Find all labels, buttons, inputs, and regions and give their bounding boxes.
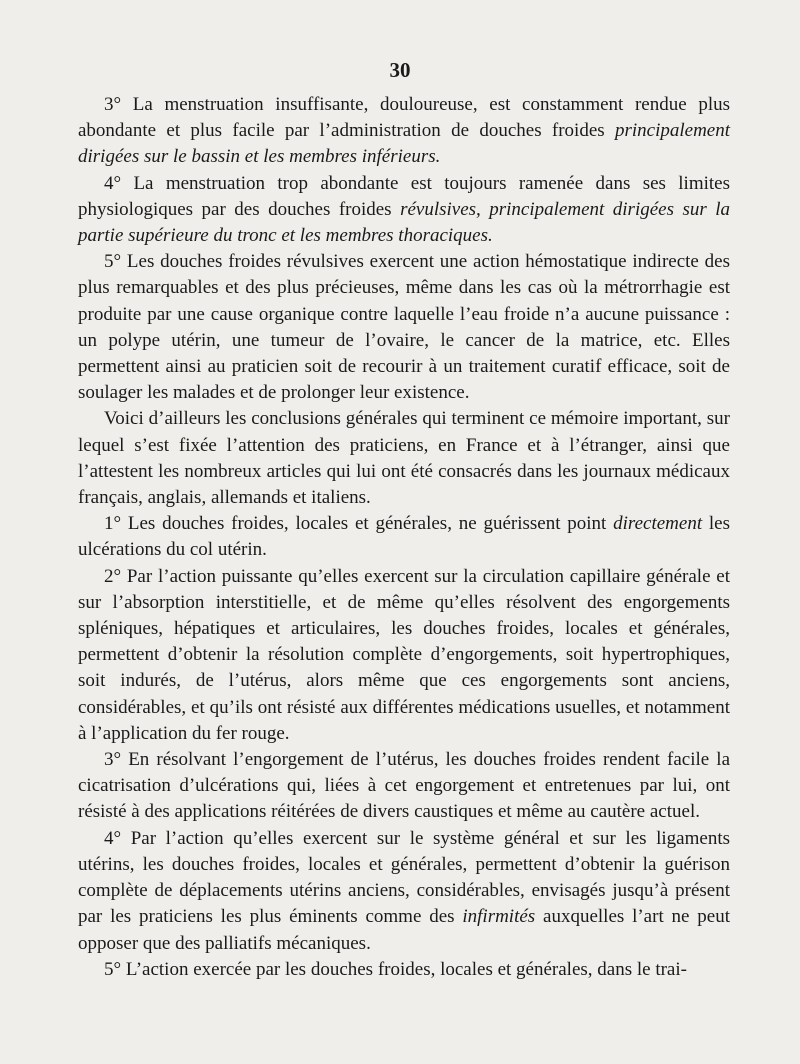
text-segment: 4° Par l’action qu’elles exercent sur le système général et sur les ligaments utérins, les douches froides, locales et générales, permettent d’obtenir la guérison complète de déplacements utérins anciens, considérables, envisagés jusqu’à présent par les praticiens les plus éminents comme des — [78, 827, 730, 928]
text-segment: 3° En résolvant l’engorgement de l’utérus, les douches froides rendent facile la cicatrisation d’ulcérations qui, liées à cet engorgement et entretenues par lui, ont résisté à des applications réitérées de divers caustiques et même au cautère actuel. — [78, 749, 730, 823]
paragraph-conclusion-4 — [78, 826, 730, 957]
text-segment: 1° Les douches froides, locales et générales, ne guérissent point — [104, 513, 614, 535]
paragraph-conclusion-2 — [78, 564, 730, 747]
paragraph-menstruation-abondante — [78, 171, 730, 250]
paragraph-conclusions-intro — [78, 406, 730, 511]
paragraph-conclusion-5 — [78, 957, 730, 983]
text-segment: 3° La menstruation insuffisante, douloureuse, est constamment rendue plus abondante et plus facile par l’administration de douches froides — [78, 94, 730, 142]
text-segment: auxquelles l’art ne peut opposer que des palliatifs mécaniques. — [78, 906, 730, 954]
paragraph-douches-revulsives — [78, 249, 730, 406]
text-segment: les ulcérations du col utérin. — [78, 513, 730, 561]
text-segment: 4° La menstruation trop abondante est toujours ramenée dans ses limites physiologiques par des douches froides — [78, 172, 730, 220]
paragraph-conclusion-3 — [78, 747, 730, 826]
text-segment: 5° L’action exercée par les douches froides, locales et générales, dans le trai- — [104, 958, 687, 980]
italic-segment: principalement dirigées sur le bassin et les membres inférieurs. — [78, 120, 730, 168]
text-segment: 2° Par l’action puissante qu’elles exercent sur la circulation capillaire générale et sur l’absorption interstitielle, et de même qu’elles résolvent des engorgements spléniques, hépatiques et articulaires, les douches froides, locales et générales, permettent d’obtenir la résolution complète d’engorgements, soit hypertrophiques, soit indurés, de l’utérus, alors même que ces engorgements sont anciens, considérables, et qu’ils ont résisté aux différentes médications usuelles, et notamment à l’application du fer rouge. — [78, 565, 730, 744]
paragraph-conclusion-1 — [78, 511, 730, 563]
page-number: 30 — [389, 58, 411, 82]
page-body-text — [78, 92, 730, 983]
text-segment: Voici d’ailleurs les conclusions générales qui terminent ce mémoire important, sur lequel s’est fixée l’attention des praticiens, en France et à l’étranger, ainsi que l’attestent les nombreux articles qui lui ont été consacrés dans les journaux médicaux français, anglais, allemands et italiens. — [78, 408, 730, 509]
text-segment: 5° Les douches froides révulsives exercent une action hémostatique indirecte des plus remarquables et des plus précieuses, même dans les cas où la métrorrhagie est produite par une cause organique contre laquelle l’eau froide n’a aucune puissance : un polype utérin, une tumeur de l’ovaire, le cancer de la matrice, etc. Elles permettent ainsi au praticien soit de recourir à un traitement curatif efficace, soit de soulager les malades et de prolonger leur existence. — [78, 251, 730, 404]
paragraph-menstruation-insuffisante — [78, 92, 730, 171]
italic-segment: infirmités — [462, 906, 536, 928]
italic-segment: révulsives, principalement dirigées sur la partie supérieure du tronc et les membres thoraciques. — [78, 198, 731, 247]
italic-segment: directement — [613, 513, 703, 535]
